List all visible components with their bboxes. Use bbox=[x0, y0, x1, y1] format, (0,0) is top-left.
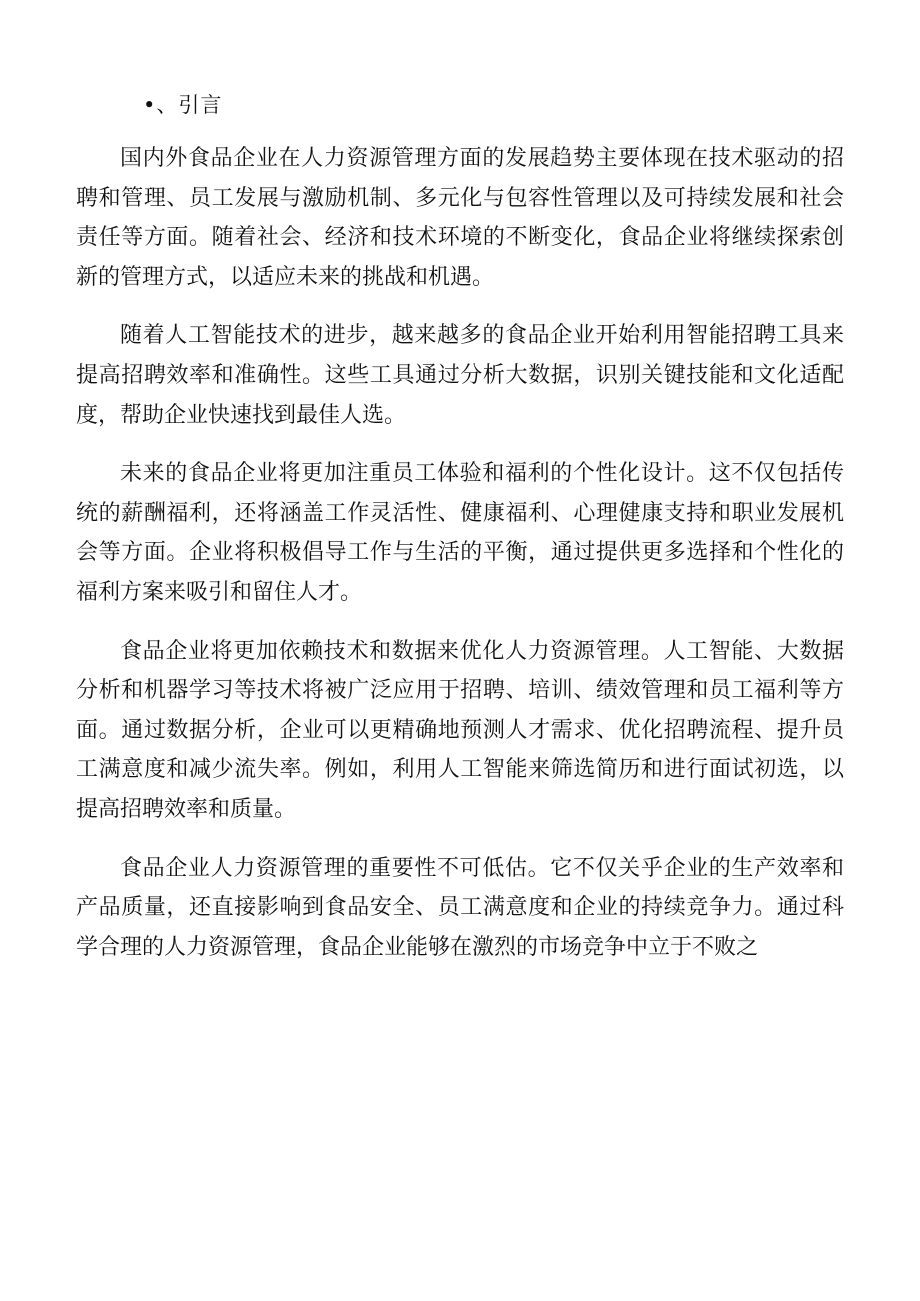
document-body bbox=[76, 139, 844, 986]
section-heading: •、引言 bbox=[143, 93, 223, 117]
paragraph-5: 食品企业人力资源管理的重要性不可低估。它不仅关乎企业的生产效率和产品质量，还直接影响到食品安全、员工满意度和企业的持续竞争力。通过科学合理的人力资源管理，食品企业能够在激烈的市场竞争中立于不败之 bbox=[76, 855, 844, 960]
paragraph-2: 随着人工智能技术的进步，越来越多的食品企业开始利用智能招聘工具来提高招聘效率和准确性。这些工具通过分析大数据，识别关键技能和文化适配度，帮助企业快速找到最佳人选。 bbox=[76, 323, 844, 428]
paragraph-1: 国内外食品企业在人力资源管理方面的发展趋势主要体现在技术驱动的招聘和管理、员工发展与激励机制、多元化与包容性管理以及可持续发展和社会责任等方面。随着社会、经济和技术环境的不断变化，食品企业将继续探索创新的管理方式，以适应未来的挑战和机遇。 bbox=[76, 146, 844, 290]
paragraph-4: 食品企业将更加依赖技术和数据来优化人力资源管理。人工智能、大数据分析和机器学习等技术将被广泛应用于招聘、培训、绩效管理和员工福利等方面。通过数据分析，企业可以更精确地预测人才需求、优化招聘流程、提升员工满意度和减少流失率。例如，利用人工智能来筛选简历和进行面试初选，以提高招聘效率和质量。 bbox=[76, 638, 844, 822]
paragraph-3: 未来的食品企业将更加注重员工体验和福利的个性化设计。这不仅包括传统的薪酬福利，还将涵盖工作灵活性、健康福利、心理健康支持和职业发展机会等方面。企业将积极倡导工作与生活的平衡，通过提供更多选择和个性化的福利方案来吸引和留住人才。 bbox=[76, 461, 844, 605]
